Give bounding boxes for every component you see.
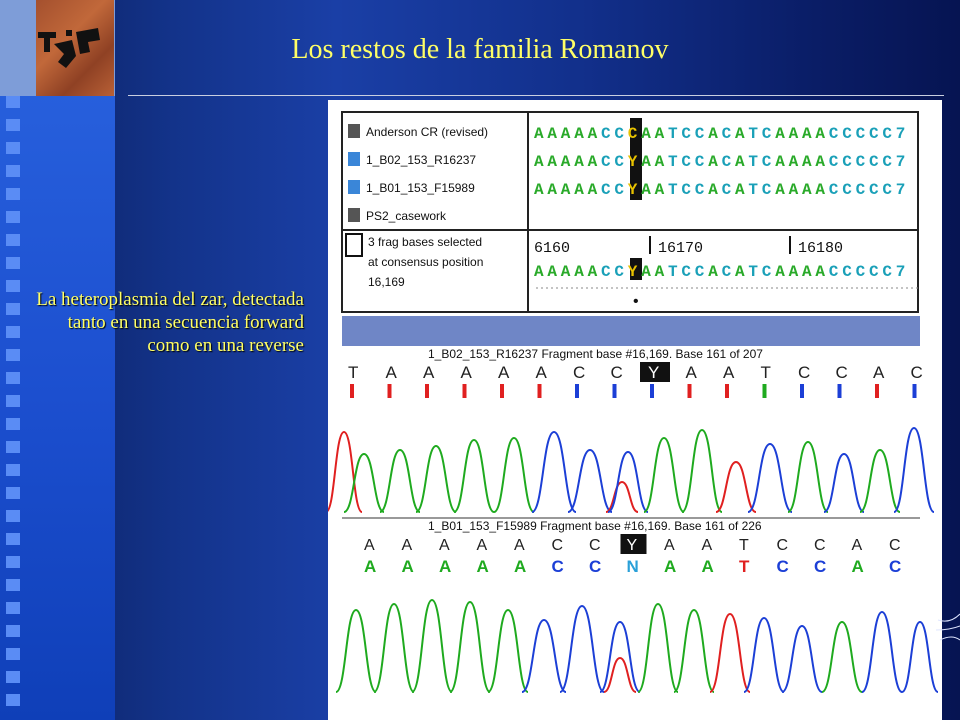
chromatogram-peak [380,450,420,512]
chromatogram-peak [862,612,902,692]
chromatogram-peak [674,610,714,692]
consensus-base: A [735,263,745,281]
decorative-square-column [6,96,24,716]
sequence-name[interactable]: Anderson CR (revised) [366,125,489,139]
chromatogram-peak [860,450,900,512]
aligned-base: Y [627,181,638,199]
aligned-base: C [761,181,772,199]
consensus-base: A [788,263,799,281]
aligned-base: A [788,125,799,143]
decorative-square [6,142,20,154]
aligned-base: C [842,125,852,143]
consensus-base: A [574,263,584,281]
aligned-base: A [775,181,785,199]
call-color-bar [613,384,617,398]
consensus-base: C [681,263,692,281]
decorative-square [6,188,20,200]
base-call: T [760,363,771,382]
consensus-base: T [668,263,678,281]
aligned-base: A [775,125,785,143]
aligned-base: C [882,181,893,199]
aligned-base: A [815,153,826,171]
consensus-base: C [761,263,772,281]
chromatogram-peak [822,622,862,692]
consensus-base: 7 [895,263,906,281]
base-call: T [348,363,359,382]
decorative-square [6,464,20,476]
colored-base-call: C [551,557,564,576]
base-call: A [439,537,450,554]
chromatogram-peak [374,604,414,692]
call-color-bar [650,384,654,398]
aligned-base: A [815,181,826,199]
base-call: C [889,537,901,554]
aligned-base: A [587,125,598,143]
consensus-base: C [721,263,732,281]
aligned-base: C [681,125,692,143]
aligned-base: A [547,181,558,199]
chromatogram-peak [606,482,638,512]
slide-title: Los restos de la familia Romanov [291,34,669,65]
consensus-base: C [882,263,893,281]
base-call: A [723,363,735,382]
chromatogram-peak [902,622,938,692]
base-call: C [814,537,826,554]
aligned-base: T [668,125,678,143]
call-color-bar [350,384,354,398]
trace-file-icon[interactable] [348,180,360,194]
chromatogram-peak [644,438,684,512]
consensus-base: A [654,263,665,281]
chromatogram-peak [682,430,722,512]
ruler-label-1: 6160 [534,240,571,257]
chromatogram-peak [454,440,494,512]
aligned-base: A [802,181,812,199]
status-line-1: 3 frag bases selected [368,235,483,249]
aligned-base: Y [627,153,638,171]
aligned-base: C [842,181,852,199]
base-call: A [873,363,885,382]
call-color-bar [388,384,392,398]
aligned-base: A [574,153,584,171]
chromatogram-peak [744,618,784,692]
position-marker: • [633,293,639,310]
aligned-base: A [788,153,799,171]
trace-file-icon[interactable] [348,152,360,166]
aligned-base: A [547,125,558,143]
decorative-square [6,395,20,407]
chromatogram-peak [494,438,534,512]
aligned-base: T [748,153,759,171]
chromatogram-peak [488,610,528,692]
colored-base-call: T [739,557,750,576]
chromatogram-peak [344,454,384,512]
consensus-base: C [614,263,625,281]
call-color-bar [725,384,729,398]
aligned-base: C [681,181,692,199]
colored-base-call: A [439,557,452,576]
aligned-base: C [614,181,625,199]
document-icon[interactable] [348,208,360,222]
slide-caption: La heteroplasmia del zar, detectada tanto en una secuencia forward como en una reverse [36,289,304,356]
consensus-base: C [694,263,705,281]
base-call: T [739,537,749,554]
aligned-base: A [654,125,665,143]
aligned-base: C [828,153,839,171]
consensus-base: A [547,263,558,281]
aligned-base: C [828,125,839,143]
chromatogram-peak [748,444,792,512]
colored-base-call: A [851,557,864,576]
consensus-base: A [560,263,571,281]
call-color-bar [425,384,429,398]
aligned-base: C [694,125,705,143]
decorative-square [6,418,20,430]
decorative-square [6,257,20,269]
aligned-base: A [802,125,812,143]
aligned-base: T [668,181,678,199]
chromatogram-peak [412,600,452,692]
consensus-base: A [641,263,651,281]
decorative-square [6,671,20,683]
status-line-3: 16,169 [368,275,405,289]
aligned-base: A [708,153,718,171]
aligned-base: A [815,125,826,143]
aligned-base: A [574,125,584,143]
base-call: C [798,363,811,382]
aligned-base: A [802,153,812,171]
aligned-base: C [694,153,705,171]
aligned-base: C [761,153,772,171]
aligned-base: C [761,125,772,143]
base-call: C [776,537,789,554]
call-color-bar [838,384,842,398]
colored-base-call: C [814,557,827,576]
base-call: C [835,363,848,382]
chromatogram-peak [638,604,678,692]
aligned-base: C [694,181,705,199]
decorative-square [6,211,20,223]
base-call: A [364,537,375,554]
chromatogram-peak [450,602,490,692]
decorative-square [6,303,20,315]
aligned-base: C [855,153,866,171]
aligned-base: C [721,153,732,171]
aligned-base: A [547,153,558,171]
decorative-square [6,510,20,522]
decorative-square [6,579,20,591]
call-color-bar [875,384,879,398]
ruler-label-3: 16180 [798,240,844,257]
aligned-base: 7 [895,181,906,199]
consensus-base: A [775,263,785,281]
base-call: A [476,537,488,554]
decorative-square [6,648,20,660]
base-call: A [460,363,472,382]
sequence-figure [328,100,942,720]
consensus-base: C [855,263,866,281]
decorative-square [6,119,20,131]
decorative-square [6,349,20,361]
base-call: A [685,363,697,382]
consensus-base: A [708,263,718,281]
chromatogram-peak [416,446,456,512]
base-call: A [535,363,547,382]
aligned-base: A [654,153,665,171]
base-call: A [664,537,675,554]
aligned-base: A [735,181,745,199]
separator-band [342,316,920,346]
base-call: A [401,537,413,554]
base-call: Y [648,363,660,382]
consensus-base: A [802,263,812,281]
aligned-base: C [601,153,611,171]
document-icon[interactable] [348,124,360,138]
aligned-base: C [855,181,866,199]
decorative-square [6,694,20,706]
consensus-base: T [748,263,759,281]
sequence-figure-svg [328,100,942,720]
aligned-base: A [534,181,544,199]
base-call: A [701,537,713,554]
call-color-bar [913,384,917,398]
sequence-name[interactable]: 1_B02_153_R16237 [366,153,477,167]
aligned-base: A [775,153,785,171]
aligned-base: A [587,181,598,199]
call-color-bar [538,384,542,398]
title-divider [128,95,944,96]
aligned-base: C [855,125,866,143]
aligned-base: A [708,125,718,143]
aligned-base: A [735,153,745,171]
decorative-square [6,326,20,338]
trace2-header: 1_B01_153_F15989 Fragment base #16,169. Base 161 of 226 [428,519,762,533]
chromatogram-peak [608,452,648,512]
corner-swirl-decoration [936,600,960,680]
aligned-base: C [869,125,879,143]
consensus-base: C [842,263,852,281]
colored-base-call: A [701,557,714,576]
ruler-label-2: 16170 [658,240,704,257]
colored-base-call: A [664,557,677,576]
aligned-base: A [574,181,584,199]
decorative-square [6,441,20,453]
aligned-base: A [560,125,571,143]
decorative-square [6,602,20,614]
aligned-base: 7 [895,153,906,171]
aligned-base: C [882,125,893,143]
consensus-base: C [828,263,839,281]
consensus-base: A [815,263,826,281]
call-color-bar [500,384,504,398]
aligned-base: A [641,181,651,199]
aligned-base: A [587,153,598,171]
trace1-header: 1_B02_153_R16237 Fragment base #16,169. Base 161 of 207 [428,347,763,361]
base-call: Y [626,537,638,554]
aligned-base: A [534,153,544,171]
base-call: A [498,363,510,382]
colored-base-call: C [889,557,902,576]
base-call: C [910,363,923,382]
decorative-square [6,372,20,384]
aligned-base: A [788,181,799,199]
aligned-base: A [735,125,745,143]
colored-base-call: A [401,557,414,576]
aligned-base: C [614,125,625,143]
decorative-square [6,625,20,637]
aligned-base: A [708,181,718,199]
base-call: C [573,363,586,382]
chromatogram-peak [336,610,376,692]
colored-base-call: A [364,557,377,576]
aligned-base: A [560,181,571,199]
chromatogram-peak [894,428,934,512]
colored-base-call: N [626,557,639,576]
aligned-base: A [641,125,651,143]
base-call: A [385,363,397,382]
decorative-square [6,280,20,292]
aligned-base: C [627,125,638,143]
consensus-base: Y [627,263,638,281]
base-call: A [514,537,525,554]
consensus-base: A [534,263,544,281]
aligned-base: A [534,125,544,143]
chromatogram-peak [710,614,750,692]
decorative-square [6,487,20,499]
status-line-2: at consensus position [368,255,484,269]
consensus-base: C [869,263,879,281]
chromatogram-peak [560,606,604,692]
aligned-base: C [721,125,732,143]
aligned-base: C [882,153,893,171]
consensus-base: C [601,263,611,281]
call-color-bar [763,384,767,398]
colored-base-call: C [776,557,789,576]
chromatogram-peak [824,454,864,512]
call-color-bar [575,384,579,398]
chromatogram-peak [522,620,566,692]
base-call: A [851,537,863,554]
aligned-base: C [614,153,625,171]
chromatogram-peak [568,450,612,512]
chromatogram-peak [716,462,756,512]
aligned-base: C [828,181,839,199]
base-call: C [551,537,564,554]
aligned-base: C [721,181,732,199]
aligned-base: C [601,181,611,199]
aligned-base: A [654,181,665,199]
call-color-bar [463,384,467,398]
colored-base-call: C [589,557,602,576]
aligned-base: C [842,153,852,171]
colored-base-call: A [514,557,527,576]
base-call: C [589,537,601,554]
call-color-bar [688,384,692,398]
base-call: A [423,363,435,382]
aligned-base: C [601,125,611,143]
colored-base-call: A [476,557,489,576]
consensus-base: A [587,263,598,281]
chromatogram-peak [782,626,822,692]
decorative-square [6,533,20,545]
base-call: C [610,363,623,382]
aligned-base: T [748,125,759,143]
decorative-square [6,165,20,177]
decorative-square [6,556,20,568]
aligned-base: A [560,153,571,171]
aligned-base: T [668,153,678,171]
decorative-square [6,234,20,246]
aligned-base: 7 [895,125,906,143]
aligned-base: C [681,153,692,171]
chromatogram-peak [788,442,828,512]
aligned-base: C [869,181,879,199]
sequence-name[interactable]: PS2_casework [366,209,447,223]
decorative-square [6,96,20,108]
call-color-bar [800,384,804,398]
aligned-base: T [748,181,759,199]
aligned-base: A [641,153,651,171]
aligned-base: C [869,153,879,171]
chromatogram-peak [532,432,576,512]
left-band [0,0,115,720]
sequence-name[interactable]: 1_B01_153_F15989 [366,181,475,195]
